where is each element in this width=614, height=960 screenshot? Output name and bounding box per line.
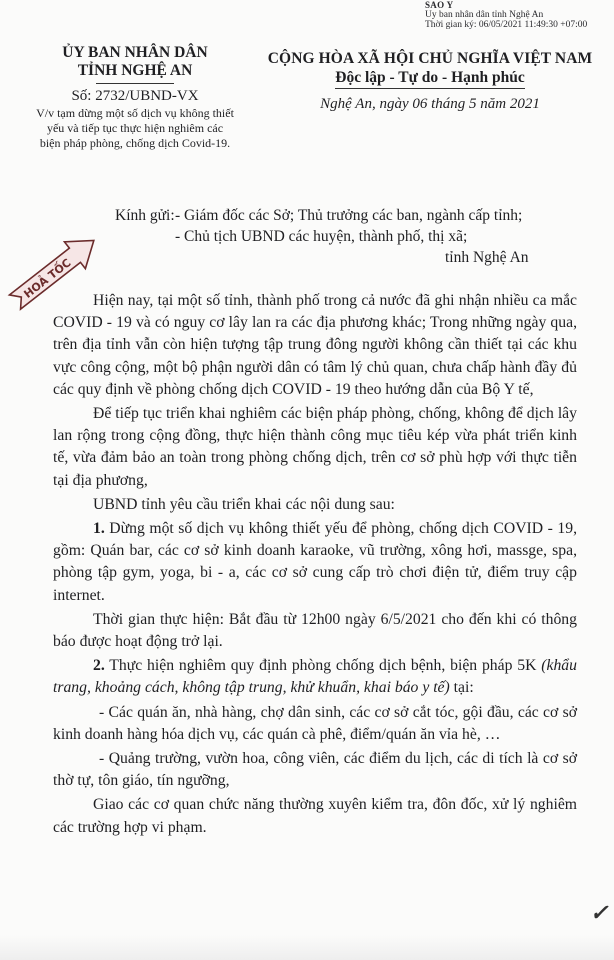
- place-date: Nghệ An, ngày 06 tháng 5 năm 2021: [320, 96, 540, 112]
- issuing-authority-block: [30, 44, 240, 150]
- item-2-number: 2.: [93, 657, 105, 675]
- subject-line-3: biện pháp phòng, chống dịch Covid-19.: [39, 136, 231, 150]
- item-1-text: Dừng một số dịch vụ không thiết yếu để phòng, chống dịch COVID - 19, gồm: Quán bar, các cơ sở kinh doanh karaoke, vũ trường, xông hơi, massge, spa, phòng tập gym, yoga, bi - a, các cơ sở cung cấp trò chơi điện tử, điểm truy cập internet.: [53, 520, 577, 604]
- subject-line-2: yếu và tiếp tục thực hiện nghiêm các: [46, 121, 224, 135]
- item-2-tail: tại:: [449, 679, 474, 697]
- paragraph-request: UBND tỉnh yêu cầu triển khai các nội dung sau:: [93, 495, 395, 513]
- recipient-1: - Giám đốc các Sở; Thủ trưởng các ban, ngành cấp tỉnh;: [175, 207, 523, 224]
- authority-province: TỈNH NGHỆ AN: [77, 62, 193, 79]
- divider: [96, 83, 174, 84]
- paragraph-closing: Giao các cơ quan chức năng thường xuyên kiểm tra, đôn đốc, xử lý nghiêm các trường hợp vi phạm.: [53, 796, 577, 836]
- document-body: [53, 290, 577, 841]
- nation-title: CỘNG HÒA XÃ HỘI CHỦ NGHĨA VIỆT NAM: [267, 50, 593, 67]
- item-2: [53, 655, 577, 699]
- item-1-number: 1.: [93, 520, 105, 538]
- national-motto: Độc lập - Tự do - Hạnh phúc: [335, 68, 524, 89]
- item-1: [53, 518, 577, 607]
- paragraph-time: Thời gian thực hiện: Bắt đầu từ 12h00 ngày 6/5/2021 cho đến khi có thông báo được hoạt động trở lại.: [53, 610, 577, 651]
- paragraph-context: Hiện nay, tại một số tỉnh, thành phố trong cả nước đã ghi nhận nhiều ca mắc COVID - 19 và có nguy cơ lây lan ra các địa phương khác; Trong những ngày qua, trên địa tỉnh vẫn còn hiện tượng tập trung đông người không cần thiết tại các khu vực công cộng, một bộ phận người dân có tâm lý chủ quan, chưa chấp hành đầy đủ các quy định về phòng chống dịch COVID - 19 theo hướng dẫn của Bộ Y tế,: [53, 292, 577, 398]
- recipient-2: - Chủ tịch UBND các huyện, thành phố, thị xã;: [175, 228, 468, 245]
- digital-signature-stamp: [425, 0, 614, 30]
- authority-name: ỦY BAN NHÂN DÂN: [62, 44, 208, 61]
- paragraph-purpose: Để tiếp tục triển khai nghiêm các biện pháp phòng, chống, không để dịch lây lan rộng trong cộng đồng, thực hiện thành công mục tiêu kép vừa phát triển kinh tế, vừa đảm bảo an toàn trong phòng chống dịch, trên cơ sở phù hợp với thực tiễn tại địa phương,: [53, 405, 577, 489]
- page-mark-icon: ✓: [590, 900, 609, 925]
- page-bottom-edge: [0, 935, 614, 960]
- subject-line-1: V/v tạm dừng một số dịch vụ không thiết: [36, 106, 234, 120]
- urgent-stamp-text: HOẢ TỐC: [21, 256, 74, 301]
- national-header-block: [245, 50, 614, 113]
- recipients-label: Kính gửi:: [115, 207, 175, 224]
- copy-label: SAO Y: [425, 0, 454, 10]
- document-number: Số: 2732/UBND-VX: [71, 88, 199, 104]
- item-2-italic: (khẩu trang, khoảng cách, không tập trung, khử khuẩn, khai báo y tế): [53, 657, 577, 697]
- item-2-text: Thực hiện nghiêm quy định phòng chống dịch bệnh, biện pháp 5K: [104, 657, 542, 675]
- signer-name: Uy ban nhân dân tỉnh Nghệ An: [425, 10, 544, 20]
- bullet-1: - Các quán ăn, nhà hàng, chợ dân sinh, các cơ sở cắt tóc, gội đầu, các cơ sở kinh doanh hàng hóa dịch vụ, các quán cà phê, điểm/quán ăn vỉa hè, …: [53, 703, 577, 743]
- signing-time: Thời gian ký: 06/05/2021 11:49:30 +07:00: [425, 20, 588, 30]
- recipient-3: tỉnh Nghệ An: [445, 249, 529, 266]
- bullet-2: - Quảng trường, vườn hoa, công viên, các điểm du lịch, các di tích là cơ sở thờ tự, tôn giáo, tín ngưỡng,: [53, 750, 577, 790]
